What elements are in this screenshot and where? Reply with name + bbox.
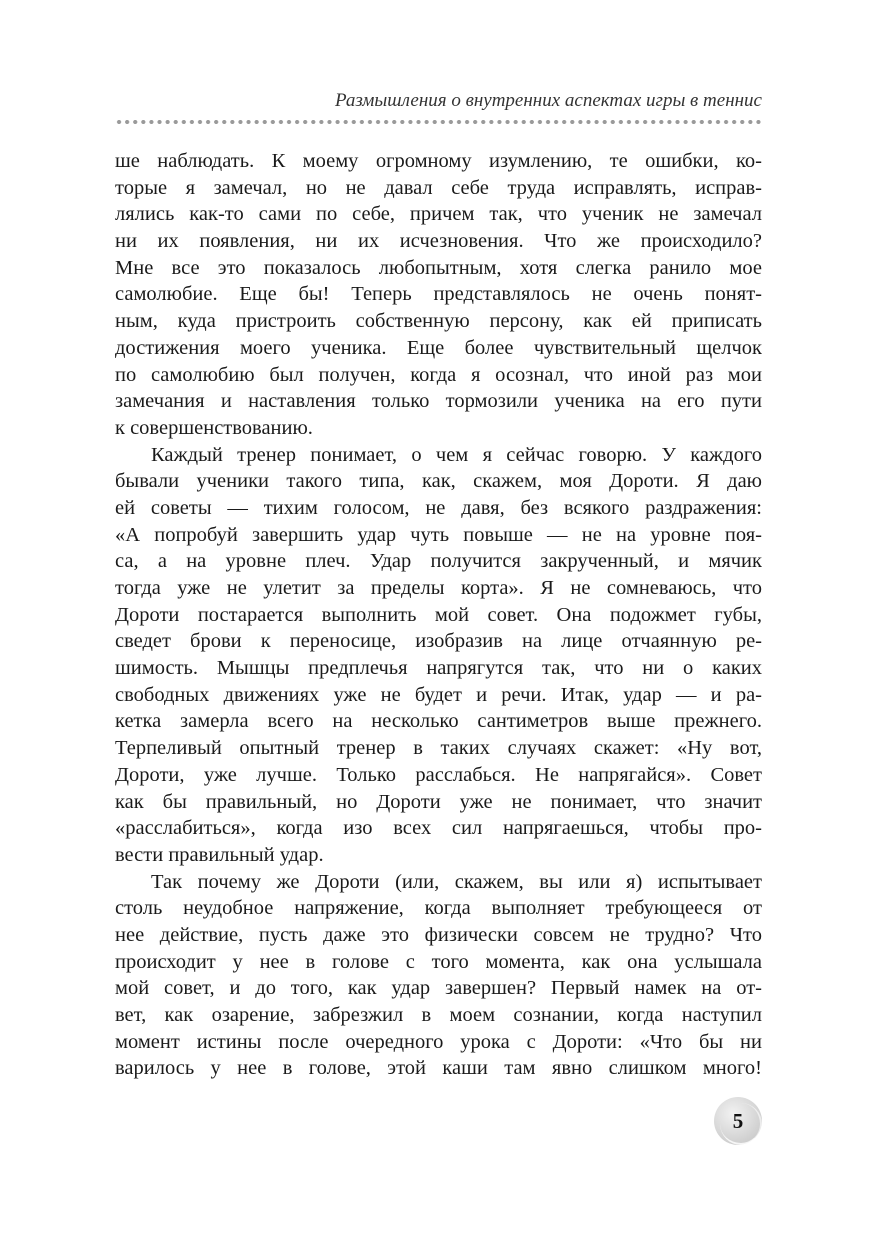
text-line: момент истины после очередного урока с Дороти: «Что бы ни	[115, 1030, 762, 1053]
text-line: вет, как озарение, забрезжил в моем сознании, когда наступил	[115, 1004, 762, 1026]
page-number-text: 5	[732, 1108, 744, 1133]
text-line: кетка замерла всего на несколько сантиметров выше прежнего.	[115, 710, 762, 733]
text-line: тогда уже не улетит за пределы корта». Я не сомневаюсь, что	[115, 577, 762, 599]
text-line: «расслабиться», когда изо всех сил напрягаешься, чтобы про-	[115, 817, 762, 840]
page-number	[714, 1097, 762, 1145]
text-line: столь неудобное напряжение, когда выполняет требующееся от	[115, 897, 762, 920]
text-line: самолюбие. Еще бы! Теперь представлялось не очень понят-	[115, 283, 762, 306]
text-line: достижения моего ученика. Еще более чувствительный щелчок	[115, 336, 762, 359]
text-line: ным, куда пристроить собственную персону, как ей приписать	[115, 310, 762, 333]
text-line: Дороти постарается выполнить мой совет. Она подожмет губы,	[115, 603, 762, 626]
text-line: как бы правильный, но Дороти уже не понимает, что значит	[115, 790, 762, 813]
running-head: Размышления о внутренних аспектах игры в теннис	[334, 90, 762, 111]
text-line: ей советы — тихим голосом, не давя, без всякого раздражения:	[115, 496, 762, 519]
text-line: торые я замечал, но не давал себе труда исправлять, исправ-	[115, 176, 762, 199]
body-text	[115, 148, 762, 1082]
text-line: ни их появления, ни их исчезновения. Что же происходило?	[115, 230, 762, 253]
text-line: происходит у нее в голове с того момента, как она услышала	[115, 950, 762, 973]
text-line: варилось у нее в голове, этой каши там явно слишком много!	[115, 1057, 762, 1080]
text-line: ше наблюдать. К моему огромному изумлению, те ошибки, ко-	[115, 150, 762, 172]
text-line: бывали ученики такого типа, как, скажем, моя Дороти. Я даю	[115, 470, 762, 493]
text-line: шимость. Мышцы предплечья напрягутся так, что ни о каких	[115, 657, 762, 680]
text-line: Каждый тренер понимает, о чем я сейчас говорю. У каждого	[151, 443, 762, 466]
text-line: к совершенствованию.	[115, 416, 313, 439]
text-line: Терпеливый опытный тренер в таких случаях скажет: «Ну вот,	[115, 737, 762, 760]
text-line: лялись как-то сами по себе, причем так, что ученик не замечал	[115, 203, 762, 226]
dotted-rule	[115, 119, 764, 125]
text-line: мой совет, и до того, как удар завершен? Первый намек на от-	[115, 977, 762, 1000]
text-line: замечания и наставления только тормозили ученика на его пути	[115, 390, 762, 413]
text-line: по самолюбию был получен, когда я осознал, что иной раз мои	[115, 363, 762, 386]
text-line: Мне все это показалось любопытным, хотя слегка ранило мое	[115, 256, 762, 279]
text-line: свободных движениях уже не будет и речи. Итак, удар — и ра-	[115, 683, 762, 706]
text-line: са, а на уровне плеч. Удар получится закрученный, и мячик	[115, 550, 762, 573]
text-line: сведет брови к переносице, изобразив на лице отчаянную ре-	[115, 630, 762, 653]
text-line: Дороти, уже лучше. Только расслабься. Не напрягайся». Совет	[115, 763, 762, 786]
text-line: «А попробуй завершить удар чуть повыше — не на уровне поя-	[115, 523, 762, 546]
text-line: вести правильный удар.	[115, 843, 324, 866]
text-line: нее действие, пусть даже это физически совсем не трудно? Что	[115, 923, 762, 946]
text-line: Так почему же Дороти (или, скажем, вы или я) испытывает	[151, 870, 762, 893]
